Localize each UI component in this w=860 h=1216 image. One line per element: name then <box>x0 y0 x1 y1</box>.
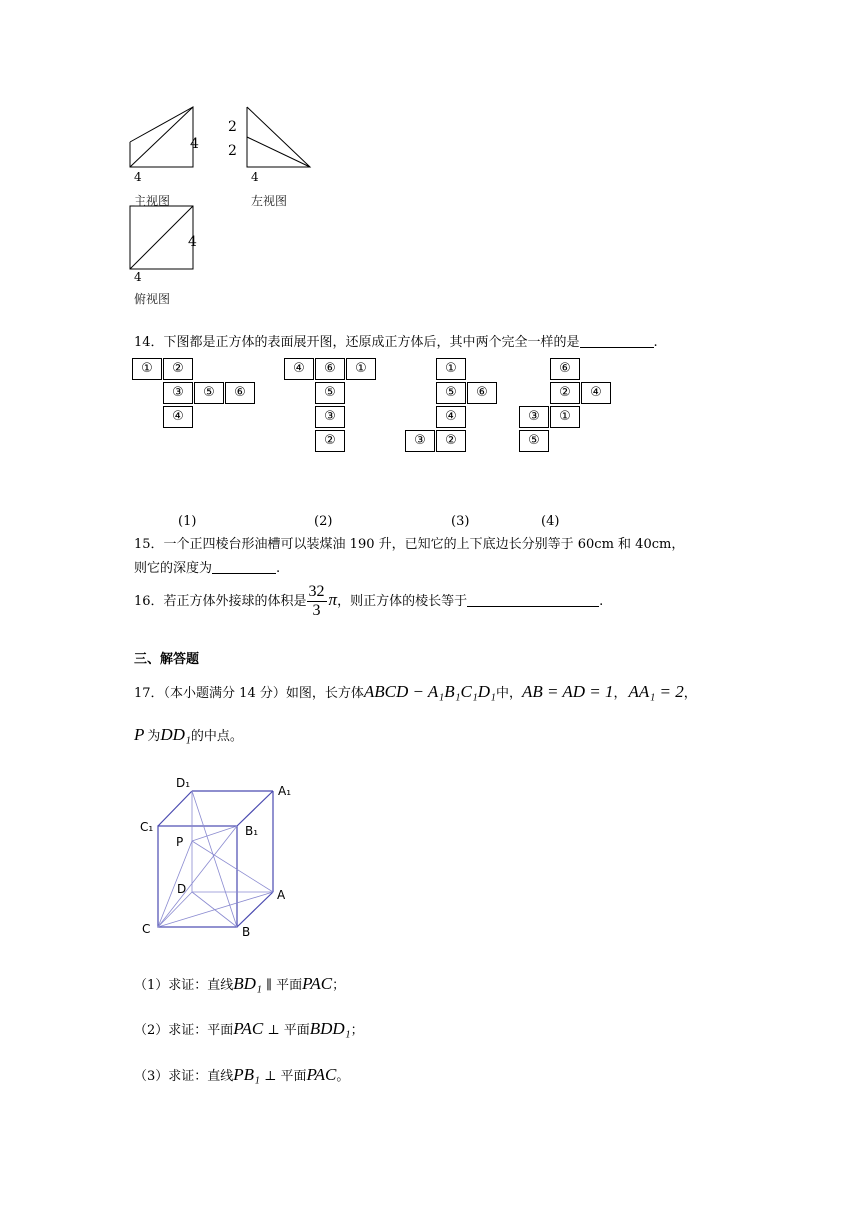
label-B: B <box>242 925 251 939</box>
net1-cell: ② <box>163 358 193 380</box>
q17-part-3: （3）求证：直线PB₁ ⊥ 平面PAC。 <box>134 1065 350 1084</box>
q17-part-1: （1）求证：直线BD₁ ∥ 平面PAC； <box>134 974 346 993</box>
net3-cell: ② <box>436 430 466 452</box>
label-C: C <box>142 922 151 936</box>
label-B1: B₁ <box>245 824 259 838</box>
net2-cell: ⑥ <box>315 358 345 380</box>
net2-cell: ⑤ <box>315 382 345 404</box>
label-A1: A₁ <box>278 784 292 798</box>
net1-cell: ④ <box>163 406 193 428</box>
net2-cell: ④ <box>284 358 314 380</box>
net2-cell: ② <box>315 430 345 452</box>
net4-cell: ④ <box>581 382 611 404</box>
net3-cell: ⑤ <box>436 382 466 404</box>
net4-cell: ② <box>550 382 580 404</box>
net1-cell: ① <box>132 358 162 380</box>
top-view-shape <box>130 206 193 269</box>
q14-text: 14．下图都是正方体的表面展开图，还原成正方体后，其中两个完全一样的是 . <box>134 335 658 350</box>
top-bottom-label: 4 <box>134 270 142 284</box>
net3-cell: ① <box>436 358 466 380</box>
q17-line1: 17．（本小题满分 14 分）如图，长方体ABCD − A₁B₁C₁D₁中，AB = AD = 1， AA₁ = 2， <box>134 682 697 701</box>
label-P: P <box>176 835 184 849</box>
section-title: 三、解答题 <box>134 652 200 667</box>
net4-cell: ⑥ <box>550 358 580 380</box>
q17-part-2: （2）求证：平面PAC ⊥ 平面BDD₁； <box>134 1019 364 1038</box>
net-caption-1: (1) <box>178 514 197 529</box>
net-caption-2: (2) <box>314 514 333 529</box>
q16-answer-blank[interactable] <box>467 592 599 607</box>
net-caption-4: (4) <box>541 514 560 529</box>
net4-cell: ① <box>550 406 580 428</box>
label-A: A <box>277 888 286 902</box>
front-side-label: 4 <box>190 136 199 152</box>
top-view-caption: 俯视图 <box>134 292 171 306</box>
net2-cell: ③ <box>315 406 345 428</box>
label-D1: D₁ <box>176 776 191 790</box>
q16-fraction: $\frac{32}{3}$ <box>308 583 325 619</box>
net3-cell: ⑥ <box>467 382 497 404</box>
front-view-shape <box>130 107 193 167</box>
net1-cell: ③ <box>163 382 193 404</box>
q16-line: 16．若正方体外接球的体积是 $\frac{32}{3}$ π，则正方体的棱长等于 . <box>134 583 604 619</box>
q15-line2: 则它的深度为 . <box>134 561 281 576</box>
front-bottom-label: 4 <box>134 170 142 184</box>
net3-cell: ③ <box>405 430 435 452</box>
q15-line1: 15．一个正四棱台形油槽可以装煤油 190 升，已知它的上下底边长分别等于 60cm 和 40cm， <box>134 537 685 552</box>
left-side-label-top: 2 <box>228 119 237 135</box>
left-bottom-label: 4 <box>251 170 259 184</box>
front-view-caption: 主视图 <box>134 194 171 208</box>
left-view-shape <box>247 107 310 167</box>
net4-cell: ⑤ <box>519 430 549 452</box>
net1-cell: ⑤ <box>194 382 224 404</box>
net4-cell: ③ <box>519 406 549 428</box>
net2-cell: ① <box>346 358 376 380</box>
label-D: D <box>177 882 187 896</box>
cuboid-figure <box>140 775 310 945</box>
q15-answer-blank[interactable] <box>212 559 276 574</box>
net1-cell: ⑥ <box>225 382 255 404</box>
left-view-caption: 左视图 <box>251 194 288 208</box>
top-side-label: 4 <box>188 234 197 250</box>
label-C1: C₁ <box>140 820 154 834</box>
left-side-label-bottom: 2 <box>228 143 237 159</box>
net3-cell: ④ <box>436 406 466 428</box>
q17-line2: P 为DD₁的中点。 <box>134 725 243 744</box>
net-caption-3: (3) <box>451 514 470 529</box>
q14-answer-blank[interactable] <box>580 333 654 348</box>
